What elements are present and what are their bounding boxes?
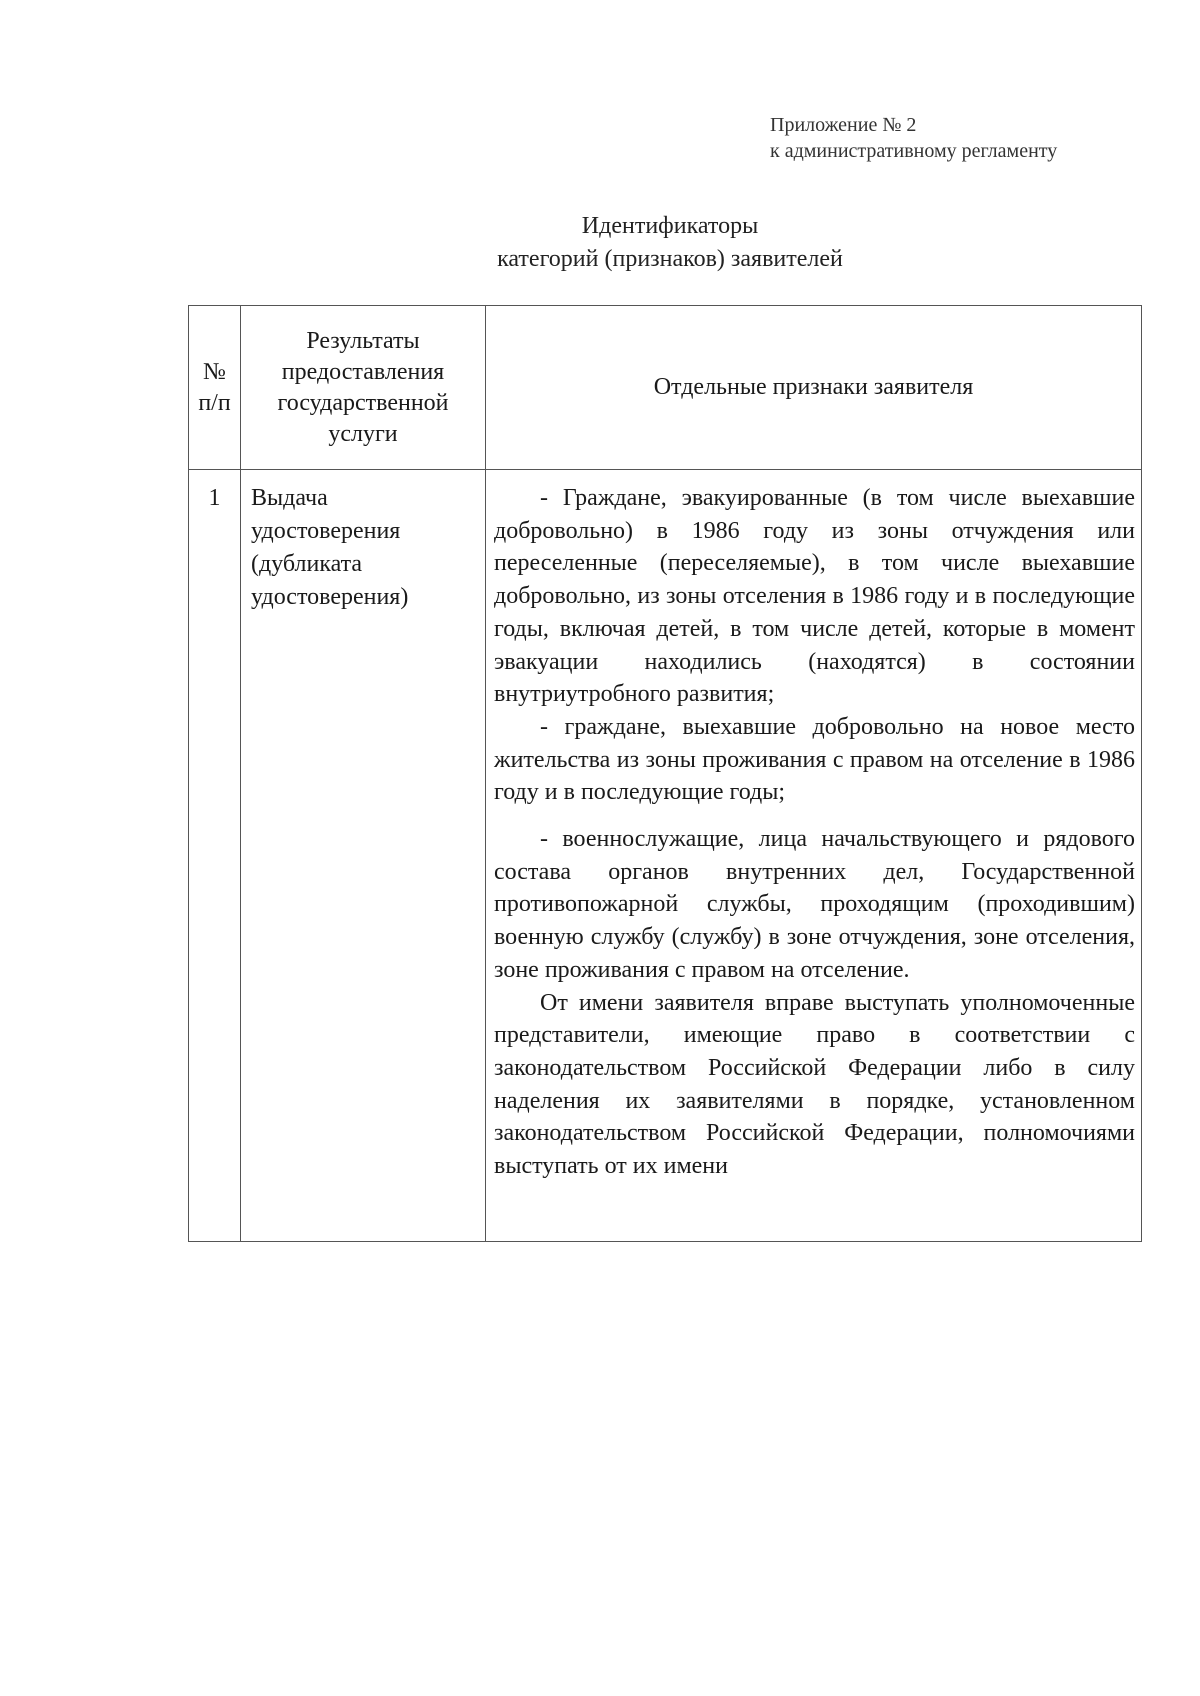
appendix-number: Приложение № 2 xyxy=(770,114,917,136)
document-title-line-1: Идентификаторы xyxy=(581,213,759,239)
header-applicant-signs: Отдельные признаки заявителя xyxy=(486,306,1142,470)
row-result: Выдача удостоверения (дубликата удостоверения) xyxy=(241,470,486,1242)
document-title-line-2: категорий (признаков) заявителей xyxy=(497,246,843,272)
sign-paragraph-servicemen: - военнослужащие, лица начальствующего и рядового состава органов внутренних дел, Государственной противопожарной службы, проходящим (проходившим) военную службу (службу) в зоне отчуждения, зоне отселения, зоне проживания с правом на отселение. xyxy=(494,826,1135,983)
appendix-reference: к административному регламенту xyxy=(770,140,1058,162)
header-number: № п/п xyxy=(189,306,241,470)
sign-paragraph-evacuated: - Граждане, эвакуированные (в том числе выехавшие добровольно) в 1986 году из зоны отчуждения или переселенные (переселяемые), в том числе выехавшие добровольно, из зоны отселения в 1986 году и в последующие годы, включая детей, в том числе детей, которые в момент эвакуации находились (находятся) в состоянии внутриутробного развития; xyxy=(494,485,1135,708)
sign-paragraph-voluntary-departure: - граждане, выехавшие добровольно на новое место жительства из зоны проживания с правом на отселение в 1986 году и в последующие годы; xyxy=(494,713,1135,806)
sign-paragraph-representatives: От имени заявителя вправе выступать уполномоченные представители, имеющие право в соответствии с законодательством Российской Федерации либо в силу наделения их заявителями в порядке, установленном законодательством Российской Федерации, полномочиями выступать от их имени xyxy=(494,989,1135,1180)
table-header-row xyxy=(189,306,1142,470)
row-number: 1 xyxy=(189,470,241,1242)
identifiers-table xyxy=(188,305,1142,1242)
table-row xyxy=(189,470,1142,1242)
header-result: Результаты предоставления государственной услуги xyxy=(241,306,486,470)
appendix-note xyxy=(770,112,1057,164)
document-title xyxy=(190,210,1150,276)
row-applicant-signs xyxy=(486,470,1142,1242)
